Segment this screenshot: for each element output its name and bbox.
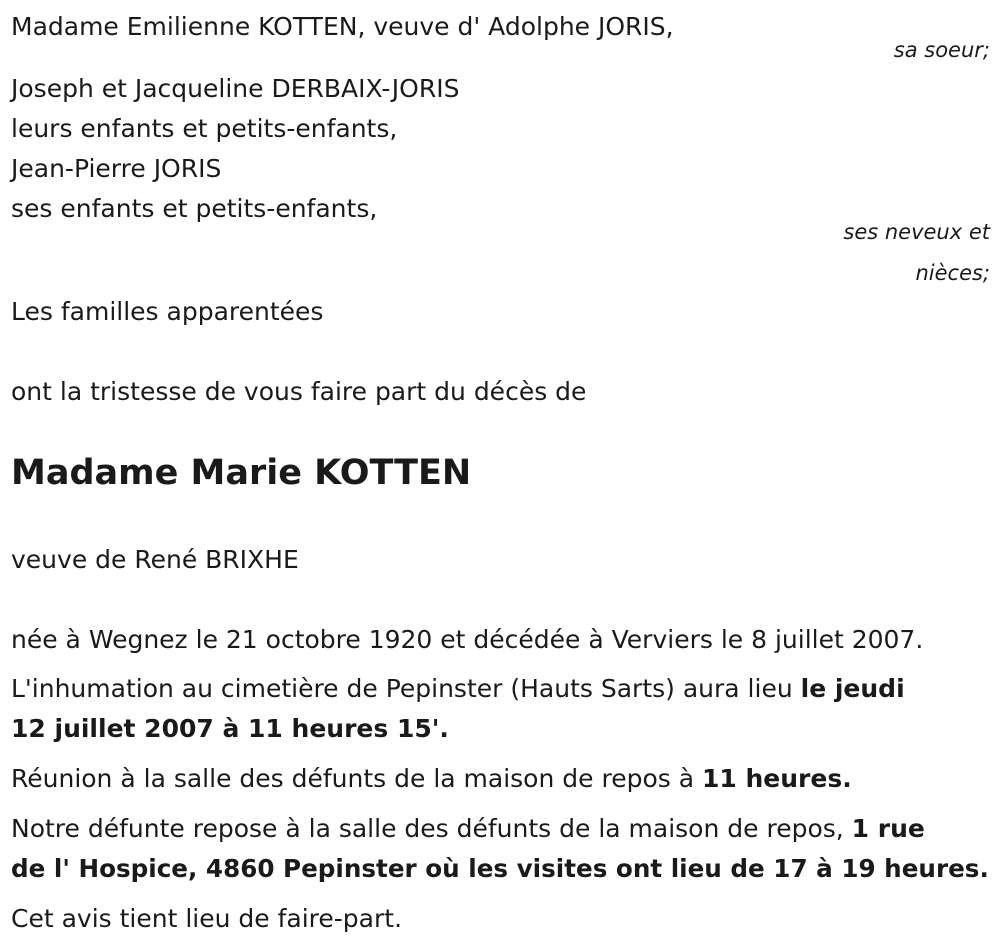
burial-date-b: 12 juillet 2007 à 11 heures 15'. bbox=[11, 714, 449, 743]
closing-line: Cet avis tient lieu de faire-part. bbox=[11, 904, 403, 933]
meeting-line bbox=[11, 764, 852, 794]
birth-death-line: née à Wegnez le 21 octobre 1920 et décédée à Verviers le 8 juillet 2007. bbox=[11, 625, 924, 654]
rest-line-2 bbox=[11, 854, 989, 884]
sister-line: Madame Emilienne KOTTEN, veuve d' Adolphe JORIS, bbox=[11, 12, 674, 41]
family-line-1: Joseph et Jacqueline DERBAIX-JORIS bbox=[11, 74, 460, 103]
role-sister: sa soeur; bbox=[893, 38, 990, 62]
role-nephews-1: ses neveux et bbox=[843, 220, 990, 244]
rest-prefix: Notre défunte repose à la salle des défunts de la maison de repos, bbox=[11, 814, 852, 843]
family-line-4: ses enfants et petits-enfants, bbox=[11, 194, 378, 223]
meeting-prefix: Réunion à la salle des défunts de la maison de repos à bbox=[11, 764, 702, 793]
deceased-name: Madame Marie KOTTEN bbox=[11, 453, 472, 493]
family-line-2: leurs enfants et petits-enfants, bbox=[11, 114, 398, 143]
rest-line-1 bbox=[11, 814, 925, 844]
burial-line-1 bbox=[11, 674, 905, 704]
burial-prefix: L'inhumation au cimetière de Pepinster (Hauts Sarts) aura lieu bbox=[11, 674, 801, 703]
family-line-3: Jean-Pierre JORIS bbox=[11, 154, 222, 183]
spouse-line: veuve de René BRIXHE bbox=[11, 545, 299, 574]
announcement-line: ont la tristesse de vous faire part du décès de bbox=[11, 377, 587, 406]
rest-address-a: 1 rue bbox=[851, 814, 925, 843]
meeting-time: 11 heures. bbox=[701, 764, 852, 793]
burial-line-2 bbox=[11, 714, 449, 744]
relatives-line: Les familles apparentées bbox=[11, 297, 324, 326]
role-nephews-2: nièces; bbox=[915, 261, 990, 285]
burial-date-a: le jeudi bbox=[800, 674, 905, 703]
rest-address-b: de l' Hospice, 4860 Pepinster où les visites ont lieu de 17 à 19 heures. bbox=[11, 854, 989, 883]
